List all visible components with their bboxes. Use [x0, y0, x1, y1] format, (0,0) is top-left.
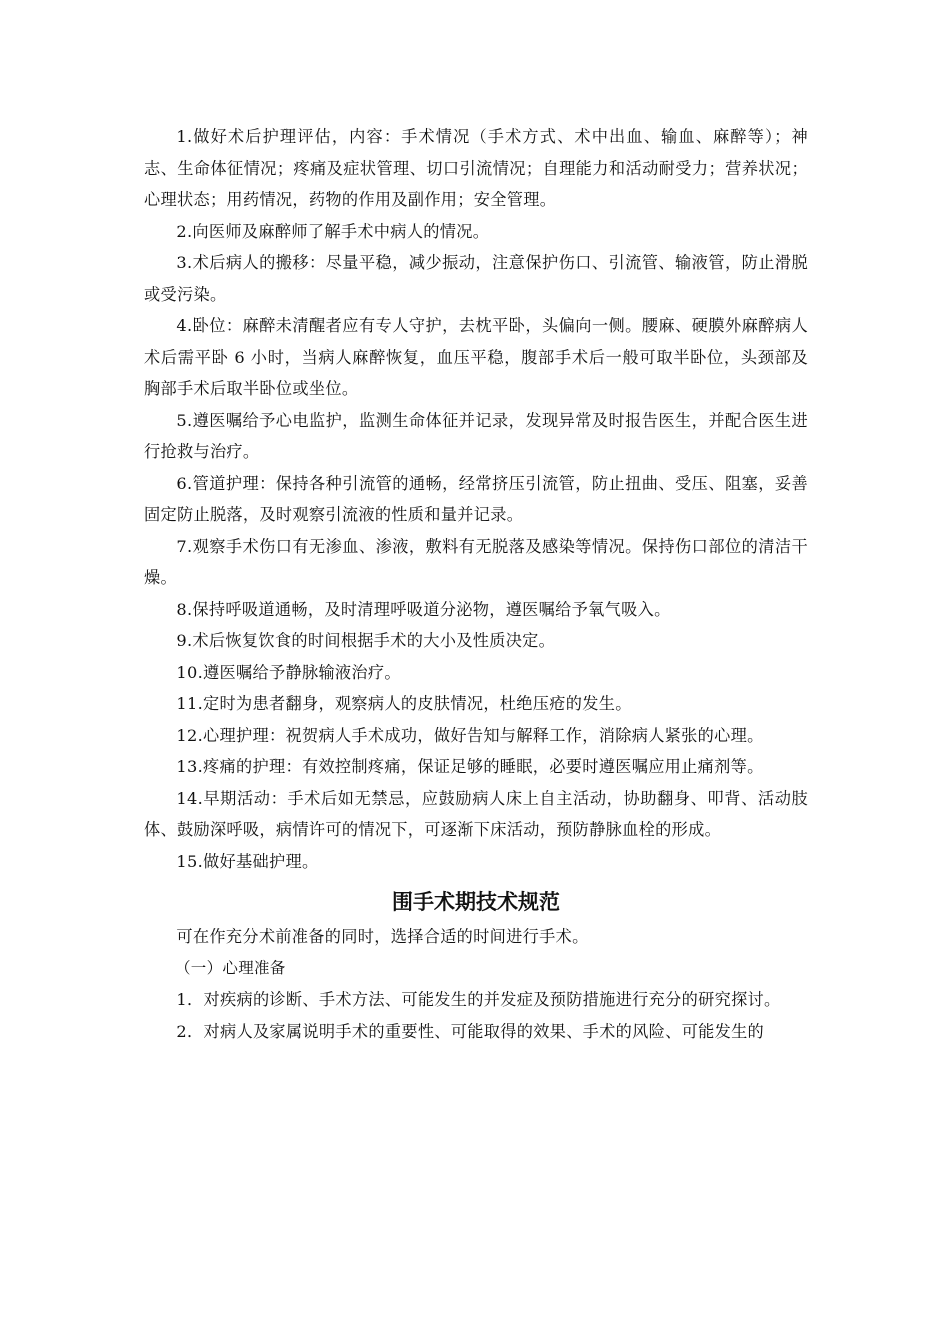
nursing-item-14: 14.早期活动：手术后如无禁忌，应鼓励病人床上自主活动，协助翻身、叩背、活动肢体、鼓励深呼吸，病情许可的情况下，可逐渐下床活动，预防静脉血栓的形成。 [144, 788, 808, 839]
section-subheading: （一）心理准备 [175, 958, 286, 977]
prep-item-2: 2．对病人及家属说明手术的重要性、可能取得的效果、手术的风险、可能发生的 [176, 1021, 765, 1041]
prep-item-1: 1．对疾病的诊断、手术方法、可能发生的并发症及预防措施进行充分的研究探讨。 [176, 990, 781, 1009]
nursing-item-3: 3.术后病人的搬移：尽量平稳，减少振动，注意保护伤口、引流管、输液管，防止滑脱或受污染。 [144, 253, 808, 304]
nursing-item-8: 8.保持呼吸道通畅，及时清理呼吸道分泌物，遵医嘱给予氧气吸入。 [176, 599, 671, 619]
section-intro: 可在作充分术前准备的同时，选择合适的时间进行手术。 [176, 927, 589, 946]
nursing-item-6: 6.管道护理：保持各种引流管的通畅，经常挤压引流管，防止扭曲、受压、阻塞，妥善固定防止脱落，及时观察引流液的性质和量并记录。 [144, 473, 808, 524]
nursing-item-11: 11.定时为患者翻身，观察病人的皮肤情况，杜绝压疮的发生。 [176, 694, 632, 713]
nursing-item-5: 5.遵医嘱给予心电监护，监测生命体征并记录，发现异常及时报告医生，并配合医生进行抢救与治疗。 [144, 410, 808, 461]
nursing-item-10: 10.遵医嘱给予静脉输液治疗。 [176, 662, 401, 682]
nursing-item-4: 4.卧位：麻醉未清醒者应有专人守护，去枕平卧，头偏向一侧。腰麻、硬膜外麻醉病人术后需平卧 6 小时，当病人麻醉恢复，血压平稳，腹部手术后一般可取半卧位，头颈部及胸部手术后取半卧位或坐位。 [144, 316, 808, 398]
section-title: 围手术期技术规范 [392, 889, 560, 914]
nursing-item-9: 9.术后恢复饮食的时间根据手术的大小及性质决定。 [176, 631, 556, 650]
nursing-item-1: 1.做好术后护理评估，内容：手术情况（手术方式、术中出血、输血、麻醉等）；神志、生命体征情况；疼痛及症状管理、切口引流情况；自理能力和活动耐受力；营养状况；心理状态；用药情况，药物的作用及副作用；安全管理。 [144, 127, 808, 209]
nursing-item-7: 7.观察手术伤口有无渗血、渗液，敷料有无脱落及感染等情况。保持伤口部位的清洁干燥。 [144, 536, 808, 587]
nursing-item-15: 15.做好基础护理。 [176, 851, 319, 871]
document-body [144, 121, 808, 1047]
nursing-item-2: 2.向医师及麻醉师了解手术中病人的情况。 [176, 221, 490, 241]
nursing-item-13: 13.疼痛的护理：有效控制疼痛，保证足够的睡眠，必要时遵医嘱应用止痛剂等。 [176, 757, 764, 776]
nursing-item-12: 12.心理护理：祝贺病人手术成功，做好告知与解释工作，消除病人紧张的心理。 [176, 725, 764, 745]
